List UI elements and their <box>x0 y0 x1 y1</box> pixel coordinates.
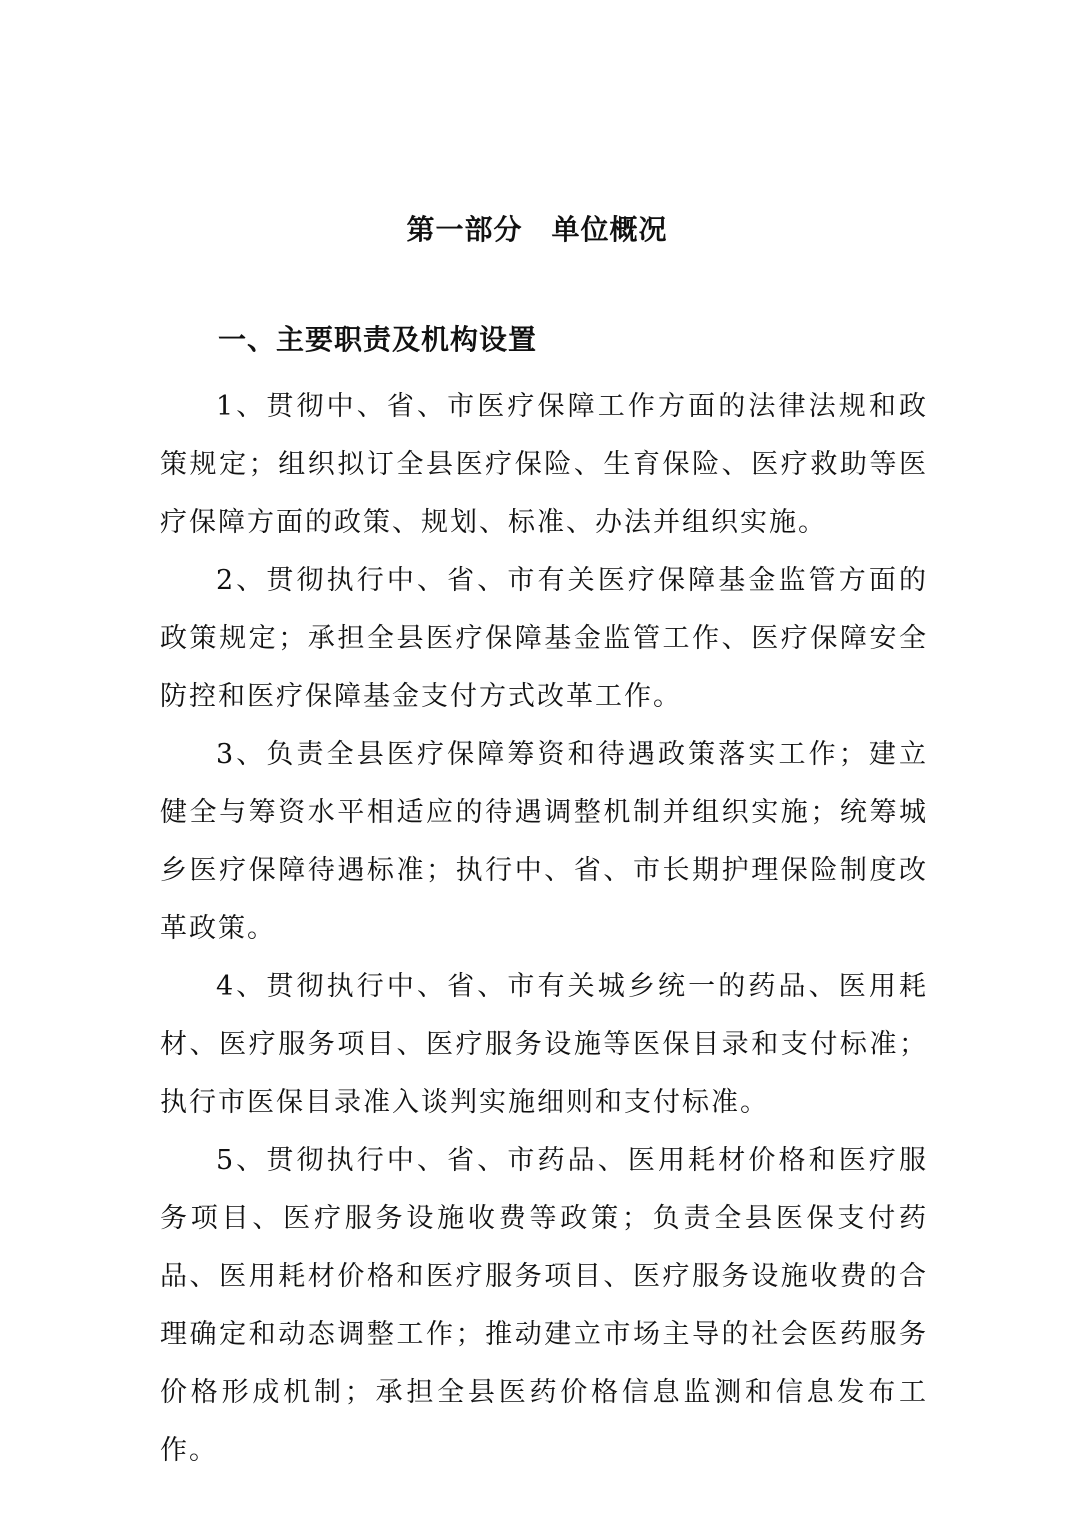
paragraph-duty-5: 5、贯彻执行中、省、市药品、医用耗材价格和医疗服务项目、医疗服务设施收费等政策；负责全县医保支付药品、医用耗材价格和医疗服务项目、医疗服务设施收费的合理确定和动态调整工作；推动建立市场主导的社会医药服务价格形成机制；承担全县医药价格信息监测和信息发布工作。 <box>160 1145 928 1466</box>
section-heading: 一、主要职责及机构设置 <box>218 323 538 356</box>
paragraph-duty-4: 4、贯彻执行中、省、市有关城乡统一的药品、医用耗材、医疗服务项目、医疗服务设施等医保目录和支付标准；执行市医保目录准入谈判实施细则和支付标准。 <box>160 971 928 1118</box>
paragraph-duty-1: 1、贯彻中、省、市医疗保障工作方面的法律法规和政策规定；组织拟订全县医疗保险、生育保险、医疗救助等医疗保障方面的政策、规划、标准、办法并组织实施。 <box>160 391 928 538</box>
paragraph-duty-2: 2、贯彻执行中、省、市有关医疗保障基金监管方面的政策规定；承担全县医疗保障基金监管工作、医疗保障安全防控和医疗保障基金支付方式改革工作。 <box>160 565 928 712</box>
document-body <box>160 378 928 1480</box>
paragraph-duty-3: 3、负责全县医疗保障筹资和待遇政策落实工作；建立健全与筹资水平相适应的待遇调整机制并组织实施；统筹城乡医疗保障待遇标准；执行中、省、市长期护理保险制度改革政策。 <box>160 739 928 944</box>
page-title: 第一部分 单位概况 <box>406 213 668 246</box>
